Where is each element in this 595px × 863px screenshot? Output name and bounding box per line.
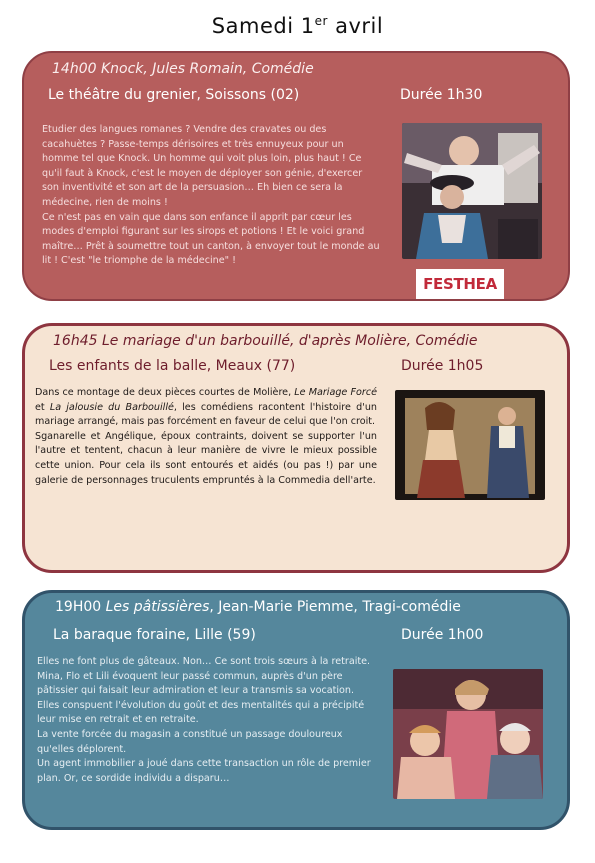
show-heading: 19H00 Les pâtissières, Jean-Marie Piemme, Tragi-comédie [55,599,461,615]
description-paragraph: Ce n'est pas en vain que dans son enfance il apprit par cœur les modes d'emploi figurant sur les sirops et potions ! Et le voici grand maître… Prêt à soumettre tout un canton, à envoyer tout le monde au lit ! C'est "le triomphe de la médecine" ! [42,211,380,267]
festhea-logo: FESTHEA [416,269,504,299]
description-paragraph: La vente forcée du magasin a constitué un passage douloureux qu'elles déplorent. [37,728,343,755]
show-heading: 14h00 Knock, Jules Romain, Comédie [52,61,314,77]
description-paragraph: Un agent immobilier a joué dans cette transaction un rôle de premier plan. Or, ce sordide individu a disparu… [37,758,371,784]
description-paragraph: Elles ne font plus de gâteaux. Non… Ce sont trois sœurs à la retraite. Mina, Flo et Lili évoquent leur passé commun, auprès d'un père pâtissier qui faisait leur admiration et leur a transmis sa vocation. [37,656,371,697]
show-card-barbouille [22,323,570,573]
show-description [42,123,380,269]
show-description [35,386,377,488]
page-title: Samedi 1er avril [211,14,384,38]
description-paragraph: Dans ce montage de deux pièces courtes de Molière, Le Mariage Forcé et La jalousie du Barbouillé, les comédiens racontent l'histoire d'un mariage arrangé, mais pas forcément en faveur de celui que l'on croit. [35,387,377,428]
show-photo [393,669,543,799]
show-photo [395,390,545,500]
description-paragraph: Elles conspuent l'évolution du goût et des mentalités qui a précipité leur mise en retrait et en retraite. [37,699,365,726]
show-card-knock [22,51,570,301]
show-card-patissieres [22,590,570,830]
show-description [37,655,371,786]
description-paragraph: Sganarelle et Angélique, époux contraints, doivent se supporter l'un l'autre et tentent, chacun à leur manière de vivre le mieux possible cette union. Pour cela ils sont entourés et aidés (ou pas !) par une galerie de personnages truculents empruntés à la Commedia dell'arte. [35,430,377,486]
troupe-name: Les enfants de la balle, Meaux (77) [49,358,296,374]
description-paragraph: Etudier des langues romanes ? Vendre des cravates ou des cacahuètes ? Passe-temps dérisoires et très ennuyeux pour un homme tel que Knock. Un homme qui voit plus loin, plus haut ! Ce qu'il faut à Knock, c'est le moyen de déployer son génie, d'exercer son inventivité et son art de la persuasion… Eh bien ce sera la médecine, rien de moins ! [42,124,363,208]
troupe-name: Le théâtre du grenier, Soissons (02) [48,87,300,103]
troupe-name: La baraque foraine, Lille (59) [53,627,256,643]
show-duration: Durée 1h00 [401,627,484,643]
show-duration: Durée 1h05 [401,358,484,374]
show-photo [402,123,542,259]
show-duration: Durée 1h30 [400,87,483,103]
show-heading: 16h45 Le mariage d'un barbouillé, d'après Molière, Comédie [53,333,478,349]
